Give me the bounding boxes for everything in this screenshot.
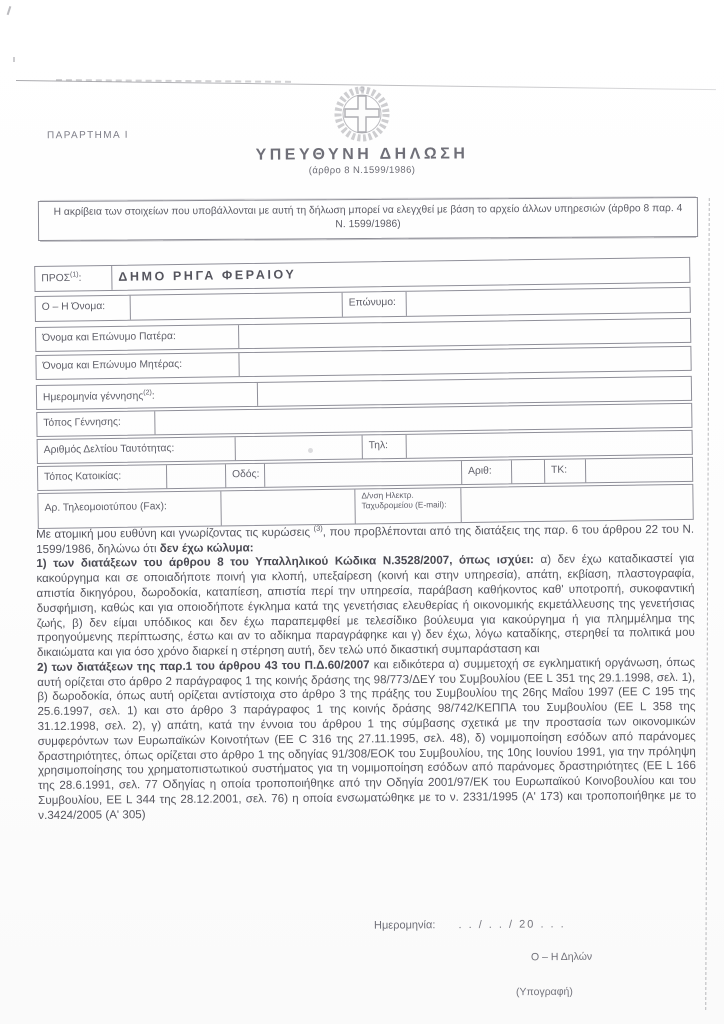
date-line — [374, 918, 566, 931]
notice-text: Η ακρίβεια των στοιχείων που υποβάλλονται με αυτή τη δήλωση μπορεί να ελεγχθεί με βάση το αρχείο άλλων υπηρεσιών (άρθρο 8 παρ. 4 Ν. 1599/1986) — [53, 203, 683, 231]
surname-label: Επώνυμο: — [342, 292, 406, 317]
residence-label: Τόπος Κατοικίας: — [44, 470, 122, 483]
father-name-field — [238, 319, 690, 348]
notice-box — [38, 197, 698, 241]
declaration-body — [36, 521, 696, 824]
name-label: Ο – Η Όνομα: — [41, 301, 106, 313]
father-name-label: Όνομα και Επώνυμο Πατέρα: — [42, 331, 176, 344]
birthplace-field — [154, 404, 691, 434]
to-row — [34, 257, 690, 292]
sanctions-footnote-ref: (3) — [313, 523, 323, 533]
form-table — [34, 257, 694, 528]
email-field — [460, 485, 692, 522]
mother-row — [35, 346, 691, 380]
name-row — [35, 287, 691, 322]
postal-code-label: ΤΚ: — [544, 459, 585, 483]
title-block — [0, 144, 724, 178]
residence-field — [166, 464, 225, 488]
street-number-field — [511, 460, 544, 483]
declaration-intro: Με ατομική μου ευθύνη και γνωρίζοντας τις κυρώσεις $^{(3)}$, που προβλέπονται από της διατάξεις της παρ. 6 του άρθρου 22 του Ν. 1599/1986, δηλώνω ότι δεν έχω κώλυμα: — [36, 522, 695, 556]
paper-right-edge-line — [705, 198, 710, 1010]
fax-label: Αρ. Τηλεομοιοτύπου (Fax): — [44, 501, 167, 514]
to-footnote-ref: (1) — [69, 271, 79, 279]
birthdate-field — [257, 377, 691, 406]
page-subtitle: (άρθρο 8 Ν.1599/1986) — [308, 164, 416, 177]
date-value: . . / . . / 20 . . . — [458, 918, 566, 932]
street-number-label: Αριθ: — [461, 460, 511, 484]
annex-label: ΠΑΡΑΡΤΗΜΑ Ι — [46, 129, 129, 142]
street-field — [264, 461, 461, 487]
declaration-item-1: 1) των διατάξεων του άρθρου 8 του Υπαλληλικού Κώδικα Ν.3528/2007, όπως ισχύει: α) δεν έχω καταδικαστεί για κακούργημα και σε οποιαδήποτε ποινή για κλοπή, υπεξαίρεση (κοινή και στην υπηρεσία), απάτη, εκβίαση, πλαστογραφία, απιστία δικηγόρου, δωροδοκία, καταπίεση, απιστία περί την υπηρεσία, παράβαση καθήκοντος καθ' υποτροπή, συκοφαντική δυσφήμιση, καθώς και για οποιοδήποτε έγκλημα κατά της γενετήσιας ελευθερίας ή οικονομικής εκμετάλλευσης της γενετήσιας ζωής, β) δεν είμαι υπόδικος και δεν έχω παραπεμφθεί με τελεσίδικο βούλευμα για κακούργημα ή για πλημμέλημα της προηγούμενης περίπτωσης, έστω και αν το αδίκημα παραγράφηκε και γ) δεν έχω, λόγω καταδίκης, στερηθεί τα πολιτικά μου δικαιώματα και για όσο χρόνο διαρκεί η στέρηση αυτή, δεν τελώ υπό δικαστική συμπαράσταση και — [36, 552, 695, 660]
date-label: Ημερομηνία: — [373, 919, 436, 932]
name-field — [130, 293, 342, 320]
surname-field — [406, 288, 690, 316]
fax-field — [220, 490, 354, 526]
phone-label: Τηλ: — [362, 435, 406, 459]
birthplace-label: Τόπος Γέννησης: — [43, 416, 121, 429]
postal-code-field — [585, 458, 692, 482]
declarant-label: Ο – Η Δηλών — [530, 950, 593, 964]
phone-field — [406, 431, 692, 458]
id-card-field — [235, 435, 362, 460]
email-label: Δ/νση Ηλεκτρ. Ταχυδρομείου (E-mail): — [354, 488, 460, 523]
declaration-item-2: 2) των διατάξεων της παρ.1 του άρθρου 43 του Π.Δ.60/2007 και ειδικότερα α) συμμετοχή σε εγκληματική οργάνωση, όπως αυτή ορίζεται στο άρθρο 2 παράγραφος 1 της κοινής δράσης της 98/773/ΔΕΥ του Συμβουλίου (ΕΕ L 351 της 29.1.1998, σελ. 1), β) δωροδοκία, όπως αυτή ορίζεται αντίστοιχα στο άρθρο 3 της πράξης του Συμβουλίου της 26ης Μαΐου 1997 (ΕΕ C 195 της 25.6.1997, σελ. 1) και στο άρθρο 3 παράγραφος 1 της κοινής δράσης 98/742/ΚΕΠΠΑ του Συμβουλίου (ΕΕ L 358 της 31.12.1998, σελ. 2), γ) απάτη, κατά την έννοια του άρθρου 1 της σύμβασης σχετικά με την προστασία των οικονομικών συμφερόντων των Ευρωπαϊκών Κοινοτήτων (ΕΕ C 316 της 27.11.1995, σελ. 48), δ) νομιμοποίηση εσόδων από παράνομες δραστηριότητες, όπως ορίζεται στο άρθρο 1 της οδηγίας 91/308/ΕΟΚ του Συμβουλίου, της 10ης Ιουνίου 1991, για την πρόληψη χρησιμοποίησης του χρηματοπιστωτικού συστήματος για τη νομιμοποίηση εσόδων από παράνομες δραστηριότητες (ΕΕ L 166 της 28.6.1991, σελ. 77 Οδηγίας η οποία τροποποιήθηκε από την Οδηγία 2001/97/ΕΚ του Ευρωπαϊκού Κοινοβουλίου και του Συμβουλίου, ΕΕ L 344 της 28.12.2001, σελ. 76) η οποία ενσωματώθηκε με το ν. 2331/1995 (Α' 173) και τροποποιήθηκε με το ν.3424/2005 (Α' 305) — [37, 655, 697, 822]
scan-speck — [7, 6, 11, 15]
scan-speck — [13, 57, 15, 62]
to-label: ΠΡΟΣ$^{(1)}$: — [41, 271, 82, 285]
page-title: ΥΠΕΥΘΥΝΗ ΔΗΛΩΣΗ — [255, 145, 469, 164]
id-card-label: Αριθμός Δελτίου Ταυτότητας: — [43, 443, 175, 456]
mother-name-field — [238, 347, 690, 376]
birthdate-footnote-ref: (2) — [143, 389, 152, 397]
signature-label: (Υπογραφή) — [515, 985, 573, 999]
greek-coat-of-arms-icon — [333, 83, 391, 145]
to-value: ΔΗΜΟ ΡΗΓΑ ΦΕΡΑΙΟΥ — [111, 258, 689, 290]
mother-name-label: Όνομα και Επώνυμο Μητέρας: — [42, 358, 183, 372]
birthdate-label: Ημερομηνία γέννησης$^{(2)}$: — [42, 389, 155, 404]
street-label: Οδός: — [225, 464, 264, 488]
